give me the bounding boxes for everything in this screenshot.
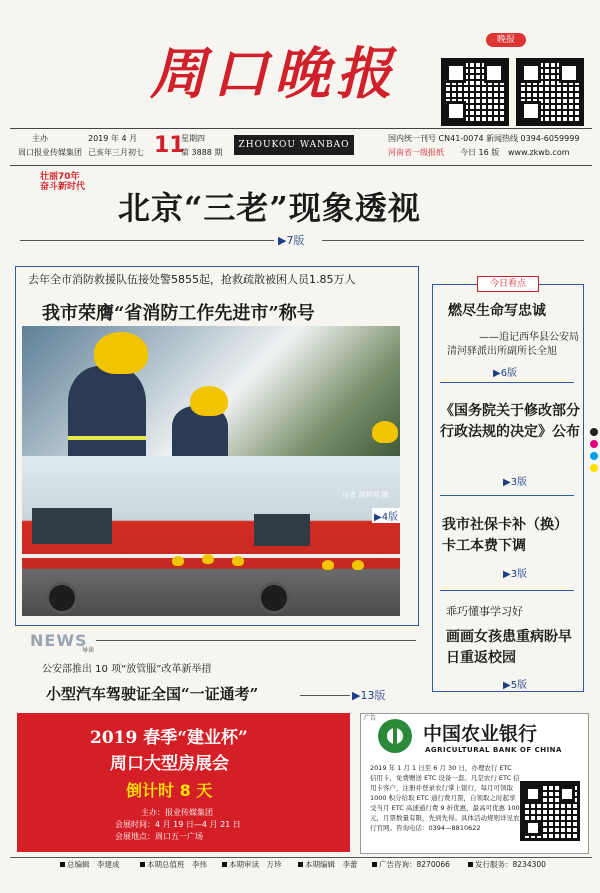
firefighter-spray-photo [22, 326, 400, 456]
divider [96, 640, 416, 641]
divider [300, 695, 350, 696]
ad-subtitle: 周口大型房展会 [110, 754, 229, 774]
sponsor-label: 主办 [32, 134, 48, 143]
ad-title: 2019 春季“建业杯” [90, 728, 248, 748]
registration-mark-icon [590, 440, 598, 448]
news-section-label: NEWS [30, 631, 88, 650]
news-item-page-ref[interactable]: ▶13版 [352, 689, 386, 702]
news-hotline: 新闻热线 0394-6059999 [486, 134, 580, 143]
today-highlights-tab: 今日看点 [477, 276, 539, 292]
bank-ad-body: 2019 年 1 月 1 日至 6 月 30 日，办理农行 ETC 信用卡，免费赠送 ETC 设备一套。凡是农行 ETC 信用卡客户，注册并登录农行掌上银行，每月可领取 1000 积分给取 ETC 通行费月票，自领取之时起享受当月 ETC 高速通行费 9 折优惠，最高可优惠 100 元，月票数量有限，先到先得。具体活动规则详见农行官网。咨询电话：0394—8810622 [370, 764, 520, 832]
sidebar-item-title[interactable]: 画画女孩患重病盼早日重返校园 [446, 629, 572, 666]
masthead-pinyin: ZHOUKOU WANBAO [234, 135, 354, 155]
website[interactable]: www.zkwb.com [508, 148, 570, 157]
anniversary-logo-line1: 壮丽70年 [40, 172, 80, 182]
registration-mark-icon [590, 464, 598, 472]
divider [440, 495, 574, 496]
issue-number: 第 3888 期 [181, 148, 223, 157]
sidebar-item-sub: 清河驿派出所副所长全旭 [447, 346, 557, 357]
sidebar-item-page-ref[interactable]: ▶6版 [493, 368, 518, 379]
lead-headline[interactable]: 北京“三老”现象透视 [118, 189, 421, 227]
sponsor-name: 周口报业传媒集团 [18, 148, 82, 157]
sidebar-item-page-ref[interactable]: ▶3版 [503, 477, 528, 488]
qr-code-icon [520, 781, 580, 841]
divider [20, 240, 274, 241]
registration-mark-icon [590, 428, 598, 436]
footer-item: 总编辑 李建成 [60, 859, 120, 870]
news-section-sublabel: 导读 [82, 647, 95, 654]
news-item[interactable]: 公安部推出 10 项“放管服”改革新举措 [42, 664, 212, 675]
footer-item: 本期审读 万珍 [222, 859, 282, 870]
news-item-title[interactable]: 小型汽车驾驶证全国“一证通考” [46, 685, 259, 703]
sidebar-item-kicker: 乖巧懂事学习好 [446, 605, 523, 618]
fire-truck-photo [22, 456, 400, 616]
bank-name-en: AGRICULTURAL BANK OF CHINA [425, 746, 562, 754]
sidebar-item-page-ref[interactable]: ▶5版 [503, 680, 528, 691]
sidebar-item-sub: ——追记西华县公安局 [479, 332, 579, 343]
lunar-date: 己亥年三月初七 [88, 148, 144, 157]
ad-countdown: 倒计时 8 天 [126, 781, 213, 800]
newspaper-masthead: 周口晚报 [150, 41, 398, 107]
main-story-deck: 去年全市消防救援队伍接处警5855起，抢救疏散被困人员1.85万人 [28, 273, 356, 286]
ad-dates: 会展时间：4 月 19 日—4 月 21 日 [115, 820, 241, 829]
footer-item: 广告咨询：8270066 [372, 859, 450, 870]
anniversary-logo-line2: 奋斗新时代 [40, 182, 86, 192]
issue-day: 11 [154, 133, 185, 158]
cn-code: 国内统一刊号 CN41-0074 [388, 134, 484, 143]
divider [440, 590, 574, 591]
issue-date: 2019 年 4 月 [88, 134, 138, 143]
divider [322, 240, 584, 241]
ad-tag: 广告 [364, 715, 377, 722]
sidebar-item-title[interactable]: 《国务院关于修改部分行政法规的决定》公布 [440, 403, 580, 440]
sidebar-item-title[interactable]: 燃尽生命写忠诚 [448, 303, 546, 319]
footer-item: 本期总值班 李伟 [140, 859, 207, 870]
paper-category: 河南省一级报纸 [388, 148, 444, 157]
footer-item: 本期编辑 李蕾 [298, 859, 358, 870]
registration-mark-icon [590, 452, 598, 460]
sidebar-item-page-ref[interactable]: ▶3版 [503, 569, 528, 580]
photo-credit: 记者 胡梦琪 摄 [342, 491, 389, 499]
lead-headline-page-ref[interactable]: ▶7版 [278, 234, 305, 247]
masthead-badge: 晚报 [486, 33, 526, 47]
main-story-page-ref[interactable]: ▶4版 [372, 508, 400, 523]
divider [440, 382, 574, 383]
ad-organizer: 主办：报业传媒集团 [141, 808, 213, 817]
main-story-title[interactable]: 我市荣膺“省消防工作先进市”称号 [42, 303, 315, 324]
sidebar-item-title[interactable]: 我市社保卡补（换）卡工本费下调 [442, 517, 568, 554]
ad-venue: 会展地点：周口五一广场 [115, 832, 203, 841]
weekday: 星期四 [181, 134, 205, 143]
qr-code-icon [516, 58, 584, 126]
footer-item: 发行服务：8234300 [468, 859, 546, 870]
bank-name: 中国农业银行 [423, 723, 538, 745]
anniversary-logo [40, 172, 104, 192]
qr-code-icon [441, 58, 509, 126]
abc-bank-logo-icon [378, 719, 412, 753]
page-count: 今日 16 版 [460, 148, 500, 157]
